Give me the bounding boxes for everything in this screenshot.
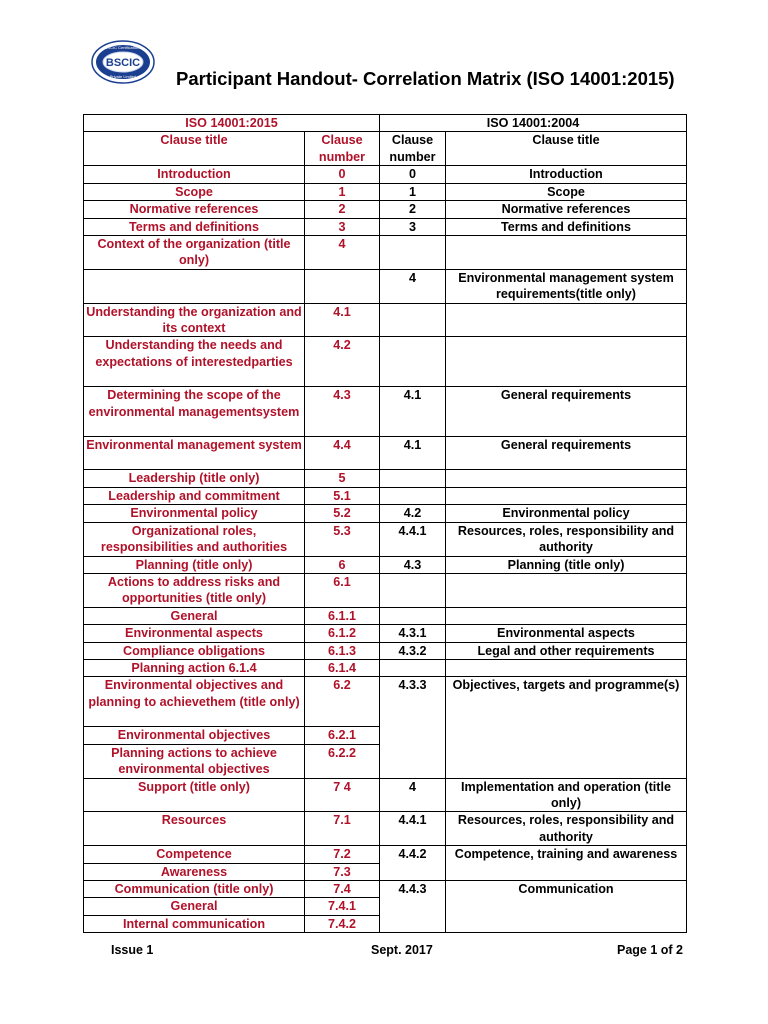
cell-clause-title-2004: Resources, roles, responsibility and authority [446,812,687,846]
cell-clause-number-2004 [380,337,446,387]
cell-clause-number-2015: 0 [305,166,380,183]
table-row [84,269,687,303]
cell-clause-title-2004: Planning (title only) [446,556,687,573]
cell-clause-number-2004: 4.4.1 [380,812,446,846]
table-row [84,522,687,556]
cell-clause-number-2015: 5.1 [305,487,380,504]
cell-clause-title-2015: Organizational roles, responsibilities and authorities [84,522,305,556]
column-header-clause-number-2004: Clause number [380,132,446,166]
table-row [84,201,687,218]
bscic-logo [91,40,155,84]
cell-clause-number-2015: 4 [305,236,380,270]
cell-clause-number-2015: 5.3 [305,522,380,556]
cell-clause-number-2015: 6.2.1 [305,727,380,744]
cell-clause-number-2004 [380,470,446,487]
cell-clause-title-2004: Environmental policy [446,505,687,522]
cell-clause-title-2004: General requirements [446,387,687,437]
cell-clause-title-2015: Environmental management system [84,437,305,470]
cell-clause-number-2004 [380,303,446,337]
cell-clause-title-2015: Resources [84,812,305,846]
cell-clause-number-2004: 1 [380,183,446,200]
cell-clause-number-2004: 4 [380,778,446,812]
cell-clause-title-2015: Environmental policy [84,505,305,522]
cell-clause-number-2015: 6.1.4 [305,659,380,676]
cell-clause-number-2015: 4.2 [305,337,380,387]
cell-clause-number-2004: 4.3.2 [380,642,446,659]
cell-clause-title-2004 [446,659,687,676]
table-row [84,677,687,727]
table-row [84,387,687,437]
table-row [84,812,687,846]
table-row [84,166,687,183]
cell-clause-title-2015: Competence [84,846,305,863]
logo-text: BSCIC [105,57,141,69]
cell-clause-number-2004: 4.3 [380,556,446,573]
cell-clause-number-2015: 7.1 [305,812,380,846]
table-row [84,556,687,573]
column-header-clause-title-2004: Clause title [446,132,687,166]
cell-clause-title-2004 [446,337,687,387]
cell-clause-number-2004: 4.4.1 [380,522,446,556]
cell-clause-number-2015: 4.4 [305,437,380,470]
table-row [84,183,687,200]
cell-clause-title-2004: Communication [446,881,687,933]
cell-clause-title-2015: General [84,607,305,624]
footer-issue: Issue 1 [111,943,154,957]
cell-clause-title-2015: Planning actions to achieve environmental objectives [84,744,305,778]
table-row [84,303,687,337]
footer-page: Page 1 of 2 [617,943,683,957]
cell-clause-title-2015: Introduction [84,166,305,183]
cell-clause-title-2004: Terms and definitions [446,218,687,235]
cell-clause-number-2015: 6.1.1 [305,607,380,624]
cell-clause-title-2015: Environmental objectives [84,727,305,744]
cell-clause-number-2004: 2 [380,201,446,218]
logo-ring-top: BSCIC Certifications [104,45,142,50]
cell-clause-number-2004: 4.4.3 [380,881,446,933]
table-row [84,236,687,270]
cell-clause-number-2004 [380,659,446,676]
cell-clause-number-2015: 5 [305,470,380,487]
table-row [84,659,687,676]
cell-clause-title-2015: Understanding the organization and its context [84,303,305,337]
cell-clause-number-2015: 2 [305,201,380,218]
cell-clause-number-2015: 7.4 [305,881,380,898]
cell-clause-title-2004: Legal and other requirements [446,642,687,659]
cell-clause-number-2015: 6.1.2 [305,625,380,642]
cell-clause-title-2015: Leadership (title only) [84,470,305,487]
cell-clause-number-2015: 5.2 [305,505,380,522]
cell-clause-title-2015: Actions to address risks and opportunities (title only) [84,573,305,607]
correlation-matrix-table [83,114,687,933]
cell-clause-number-2015: 6.1 [305,573,380,607]
table-group-header-row [84,115,687,132]
cell-clause-number-2004 [380,487,446,504]
cell-clause-number-2004: 4 [380,269,446,303]
logo-ring-bottom: Private Limited [109,74,137,79]
table-row [84,881,687,898]
cell-clause-number-2004 [380,607,446,624]
cell-clause-title-2015 [84,269,305,303]
cell-clause-title-2015: Environmental aspects [84,625,305,642]
cell-clause-title-2015: Communication (title only) [84,881,305,898]
cell-clause-title-2004: General requirements [446,437,687,470]
table-row [84,337,687,387]
cell-clause-title-2004: Scope [446,183,687,200]
cell-clause-title-2015: Support (title only) [84,778,305,812]
cell-clause-number-2004: 4.2 [380,505,446,522]
cell-clause-title-2004 [446,607,687,624]
cell-clause-number-2015: 6.2.2 [305,744,380,778]
cell-clause-number-2004: 3 [380,218,446,235]
cell-clause-title-2015: Understanding the needs and expectations of interestedparties [84,337,305,387]
table-row [84,607,687,624]
table-row [84,487,687,504]
cell-clause-title-2004: Environmental management system requirements(title only) [446,269,687,303]
cell-clause-number-2004: 4.1 [380,437,446,470]
cell-clause-title-2015: Internal communication [84,915,305,932]
cell-clause-number-2004: 4.3.1 [380,625,446,642]
cell-clause-number-2004: 0 [380,166,446,183]
cell-clause-title-2004: Environmental aspects [446,625,687,642]
cell-clause-number-2015: 7.3 [305,863,380,880]
cell-clause-number-2015: 6.2 [305,677,380,727]
cell-clause-number-2015: 7.2 [305,846,380,863]
table-row [84,778,687,812]
cell-clause-title-2004 [446,303,687,337]
cell-clause-title-2015: Leadership and commitment [84,487,305,504]
cell-clause-number-2015: 6.1.3 [305,642,380,659]
table-column-header-row [84,132,687,166]
cell-clause-number-2015: 6 [305,556,380,573]
cell-clause-title-2015: Planning action 6.1.4 [84,659,305,676]
cell-clause-title-2004 [446,573,687,607]
cell-clause-number-2015: 3 [305,218,380,235]
column-header-clause-number-2015: Clause number [305,132,380,166]
group-header-iso-2015: ISO 14001:2015 [84,115,380,132]
cell-clause-title-2015: Awareness [84,863,305,880]
cell-clause-number-2004: 4.3.3 [380,677,446,778]
cell-clause-number-2015: 4.1 [305,303,380,337]
cell-clause-title-2015: Context of the organization (title only) [84,236,305,270]
table-row [84,218,687,235]
cell-clause-title-2015: Determining the scope of the environmental managementsystem [84,387,305,437]
table-row [84,573,687,607]
cell-clause-title-2004: Implementation and operation (title only) [446,778,687,812]
cell-clause-title-2015: Terms and definitions [84,218,305,235]
cell-clause-title-2015: Environmental objectives and planning to achievethem (title only) [84,677,305,727]
cell-clause-number-2015: 4.3 [305,387,380,437]
table-row [84,437,687,470]
cell-clause-title-2004: Normative references [446,201,687,218]
cell-clause-title-2015: General [84,898,305,915]
cell-clause-number-2015 [305,269,380,303]
column-header-clause-title-2015: Clause title [84,132,305,166]
cell-clause-number-2015: 1 [305,183,380,200]
cell-clause-title-2015: Scope [84,183,305,200]
cell-clause-title-2015: Planning (title only) [84,556,305,573]
cell-clause-number-2004: 4.1 [380,387,446,437]
cell-clause-title-2004: Competence, training and awareness [446,846,687,881]
table-row [84,625,687,642]
cell-clause-title-2004 [446,236,687,270]
cell-clause-title-2004: Resources, roles, responsibility and authority [446,522,687,556]
cell-clause-number-2004: 4.4.2 [380,846,446,881]
cell-clause-title-2015: Normative references [84,201,305,218]
cell-clause-title-2004 [446,487,687,504]
cell-clause-title-2004: Introduction [446,166,687,183]
cell-clause-title-2004 [446,470,687,487]
cell-clause-number-2015: 7.4.1 [305,898,380,915]
table-row [84,470,687,487]
page-title: Participant Handout- Correlation Matrix (ISO 14001:2015) [176,68,675,89]
table-row [84,642,687,659]
cell-clause-title-2004: Objectives, targets and programme(s) [446,677,687,778]
cell-clause-number-2004 [380,573,446,607]
group-header-iso-2004: ISO 14001:2004 [380,115,687,132]
cell-clause-title-2015: Compliance obligations [84,642,305,659]
cell-clause-number-2015: 7.4.2 [305,915,380,932]
table-row [84,505,687,522]
table-row [84,846,687,863]
footer-date: Sept. 2017 [371,943,433,957]
cell-clause-number-2004 [380,236,446,270]
cell-clause-number-2015: 7 4 [305,778,380,812]
